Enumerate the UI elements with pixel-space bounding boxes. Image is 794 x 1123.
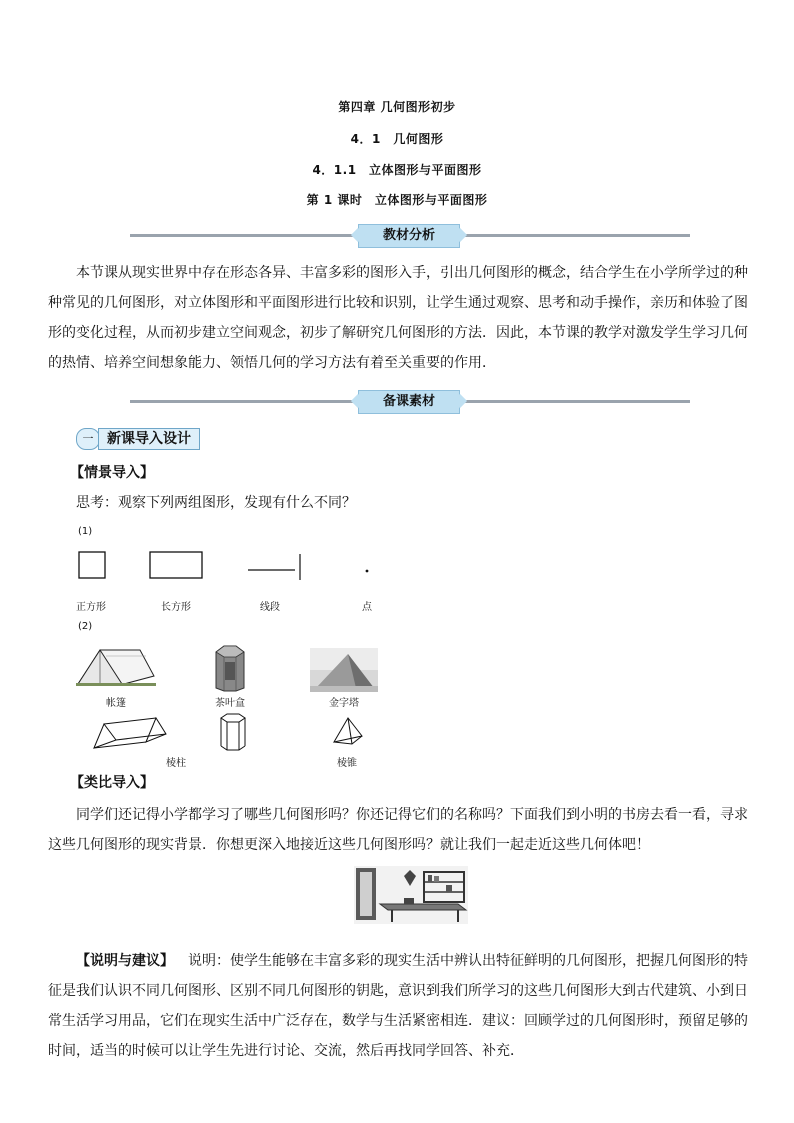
analysis-tag: 教材分析 [358, 224, 460, 248]
pyramid-image [310, 648, 378, 692]
tea-box-image [210, 644, 248, 692]
caption-square: 正方形 [76, 602, 106, 613]
hex-prism-drawing [218, 712, 248, 754]
note-paragraph [48, 946, 748, 1066]
lesson-title: 第 1 课时 立体图形与平面图形 [306, 193, 488, 207]
note-heading: 【说明与建议】 [76, 953, 174, 969]
section-title: 4．1 几何图形 [350, 132, 444, 146]
chapter-title: 第四章 几何图形初步 [338, 100, 456, 114]
analysis-paragraph: 本节课从现实世界中存在形态各异、丰富多彩的图形入手，引出几何图形的概念，结合学生在小学所学过的种种常见的几何图形，对立体图形和平面图形进行比较和识别，让学生通过观察、思考和动手操作，亲历和体验了图形的变化过程，从而初步建立空间观念，初步了解研究几何图形的方法．因此，本节课的教学对激发学生学习几何的热情、培养空间想象能力、领悟几何的学习方法有着至关重要的作用． [48, 265, 748, 371]
caption-point: 点 [362, 602, 372, 613]
caption-pyramid: 金字塔 [329, 698, 359, 709]
caption-prism: 棱柱 [166, 758, 186, 769]
plane-figures [70, 548, 390, 582]
analogy-heading: 【类比导入】 [70, 775, 154, 791]
rectangle-shape [150, 552, 202, 578]
point-shape [366, 570, 369, 573]
design-number: 一 [76, 428, 100, 450]
caption-tent: 帐篷 [106, 698, 126, 709]
tent-image [76, 646, 156, 686]
think-question: 思考：观察下列两组图形，发现有什么不同？ [76, 495, 356, 511]
caption-pyramid-solid: 棱锥 [337, 758, 357, 769]
analogy-paragraph: 同学们还记得小学都学习了哪些几何图形吗？你还记得它们的名称吗？下面我们到小明的书房去看一看，寻求这些几何图形的现实背景．你想更深入地接近这些几何图形吗？就让我们一起走近这些几何体吧！ [48, 807, 748, 853]
analysis-section-bar [130, 224, 690, 248]
material-tag: 备课素材 [358, 390, 460, 414]
square-shape [79, 552, 105, 578]
scene-heading: 【情景导入】 [70, 465, 154, 481]
design-badge [76, 428, 200, 450]
group1-label: (1) [78, 526, 93, 537]
note-text: 说明：使学生能够在丰富多彩的现实生活中辨认出特征鲜明的几何图形，把握几何图形的特征是我们认识不同几何图形、区别不同几何图形的钥匙，意识到我们所学习的这些几何图形大到古代建筑、小到日常生活学习用品，它们在现实生活中广泛存在，数学与生活紧密相连．建议：回顾学过的几何图形时，预留足够的时间，适当的时候可以让学生先进行讨论、交流，然后再找同学回答、补充． [48, 953, 748, 1059]
caption-tea-box: 茶叶盒 [215, 698, 245, 709]
group2-label: (2) [78, 621, 93, 632]
subsection-title: 4．1.1 立体图形与平面图形 [312, 163, 482, 177]
study-room-image [354, 866, 468, 924]
caption-rectangle: 长方形 [161, 602, 191, 613]
caption-segment: 线段 [260, 602, 280, 613]
material-section-bar [130, 390, 690, 414]
design-label: 新课导入设计 [98, 428, 200, 450]
pyramid-drawing [330, 716, 366, 746]
prism-drawing [90, 716, 170, 752]
